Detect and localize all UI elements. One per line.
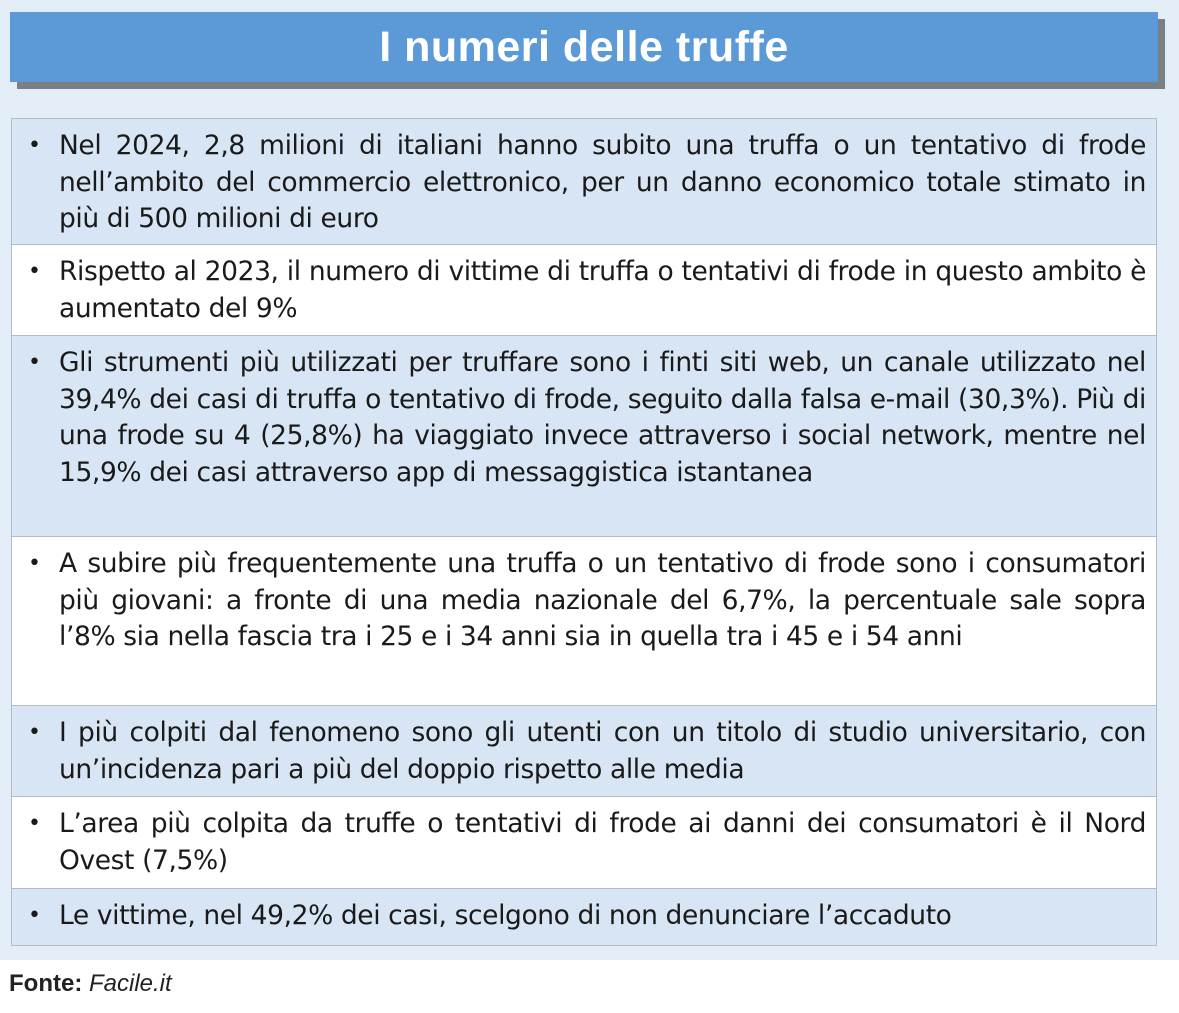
list-item [11,889,1157,946]
list-item [11,797,1157,889]
page-title: I numeri delle truffe [379,22,789,71]
list-item-text: Gli strumenti più utilizzati per truffare sono i finti siti web, un canale utilizzato nel 39,4% dei casi di truffa o tentativo di frode, seguito dalla falsa e-mail (30,3%). Più di una frode su 4 (25,8%) ha viaggiato invece attraverso i social network, mentre nel 15,9% dei casi attraverso app di messaggistica istantanea [59,347,1146,488]
list-item [11,336,1157,537]
bullet-icon: • [28,259,41,284]
source-value: Facile.it [88,970,172,997]
bullet-icon: • [28,133,41,158]
list-item [11,119,1157,245]
list-item-text: Le vittime, nel 49,2% dei casi, scelgono di non denunciare l’accaduto [59,900,952,931]
bullet-icon: • [28,551,41,576]
source-credit [9,970,172,998]
list-item [11,706,1157,797]
facts-list [11,118,1157,946]
bullet-icon: • [28,811,41,836]
bullet-icon: • [28,720,41,745]
source-label: Fonte: [9,970,83,997]
list-item [11,245,1157,336]
list-item-text: I più colpiti dal fenomeno sono gli utenti con un titolo di studio universitario, con un’incidenza pari a più del doppio rispetto alle media [59,717,1146,785]
bullet-icon: • [28,350,41,375]
list-item-text: Nel 2024, 2,8 milioni di italiani hanno subito una truffa o un tentativo di frode nell’ambito del commercio elettronico, per un danno economico totale stimato in più di 500 milioni di euro [59,130,1146,234]
bullet-icon: • [28,903,41,928]
title-bar [10,12,1158,82]
list-item [11,537,1157,706]
list-item-text: L’area più colpita da truffe o tentativi di frode ai danni dei consumatori è il Nord Ovest (7,5%) [59,808,1146,876]
list-item-text: Rispetto al 2023, il numero di vittime di truffa o tentativi di frode in questo ambito è aumentato del 9% [59,256,1146,324]
list-item-text: A subire più frequentemente una truffa o un tentativo di frode sono i consumatori più giovani: a fronte di una media nazionale del 6,7%, la percentuale sale sopra l’8% sia nella fascia tra i 25 e i 34 anni sia in quella tra i 45 e i 54 anni [59,548,1146,652]
